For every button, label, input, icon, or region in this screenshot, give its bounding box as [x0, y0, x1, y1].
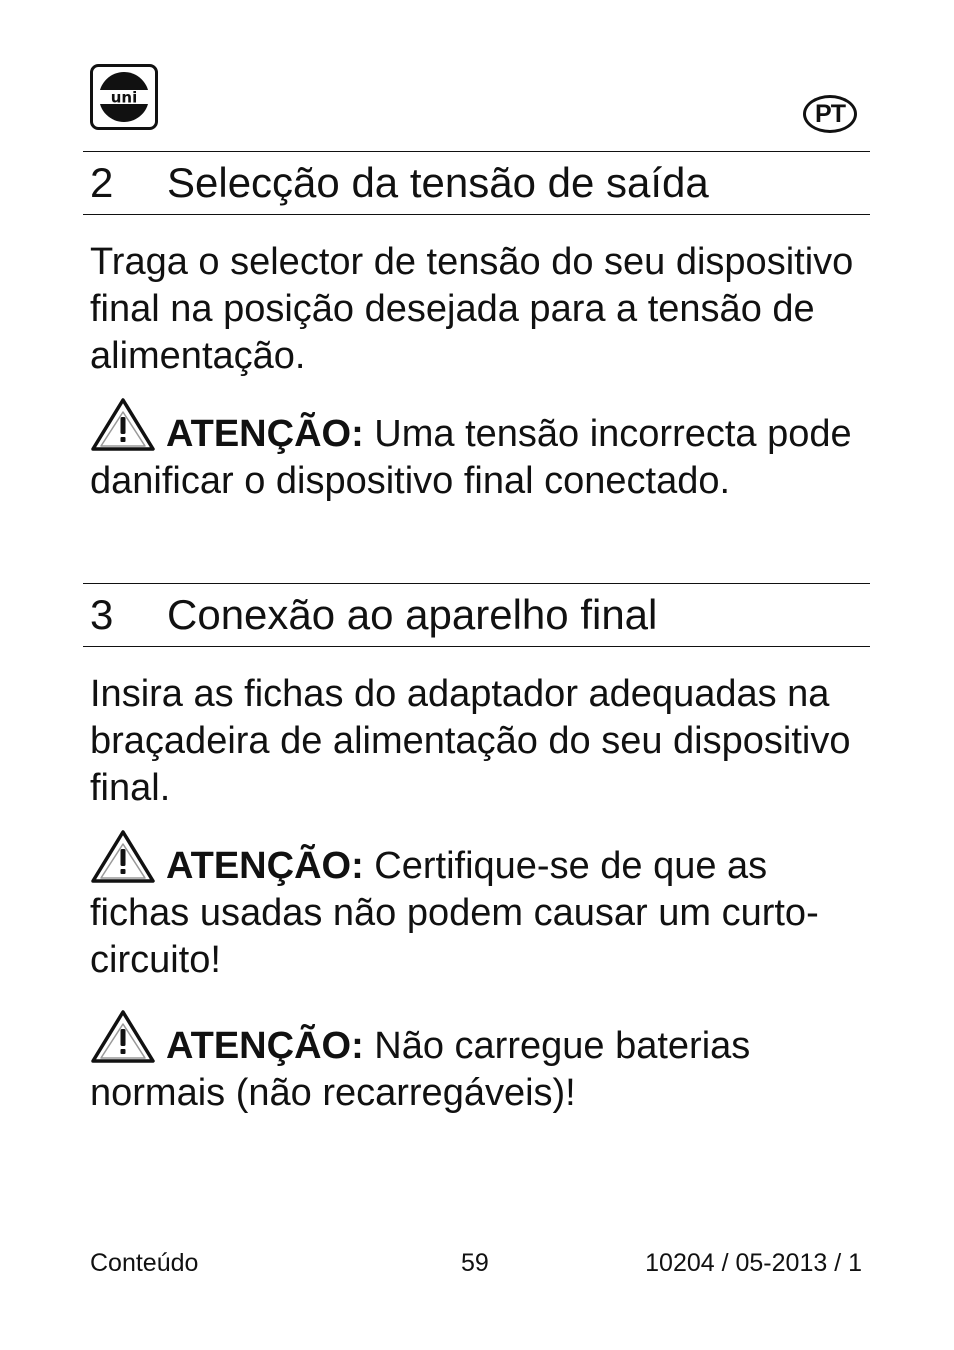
- warning-paragraph: [90, 1008, 865, 1117]
- section-2-body: Traga o selector de tensão do seu dispositivo final na posição desejada para a tensão de alimentação.: [90, 241, 854, 377]
- warning-paragraph: [90, 828, 865, 984]
- footer-page-number: 59: [461, 1249, 489, 1277]
- warning-paragraph: [90, 396, 865, 505]
- warning-triangle-icon: [90, 828, 156, 884]
- language-badge: [803, 95, 857, 133]
- section-title: Selecção da tensão de saída: [167, 159, 709, 206]
- section-heading-2: [83, 151, 870, 215]
- section-number: 2: [90, 159, 114, 206]
- warning-text: Certifique-se de que as fichas usadas não podem causar um curto-circuito!: [90, 845, 819, 981]
- warning-label: ATENÇÃO:: [166, 1025, 364, 1067]
- warning-triangle-icon: [90, 1008, 156, 1064]
- section-title: Conexão ao aparelho final: [167, 591, 658, 638]
- logo-text: uni: [110, 88, 138, 107]
- footer-document-id: 10204 / 05-2013 / 1: [645, 1249, 862, 1277]
- language-code: PT: [815, 99, 845, 128]
- section-3-body: Insira as fichas do adaptador adequadas na braçadeira de alimentação do seu dispositivo final.: [90, 673, 851, 809]
- warning-triangle-icon: [90, 396, 156, 452]
- warning-label: ATENÇÃO:: [166, 413, 364, 455]
- section-heading-3: [83, 583, 870, 647]
- footer-contents-link[interactable]: Conteúdo: [90, 1249, 199, 1277]
- uni-logo: [90, 64, 158, 130]
- section-number: 3: [90, 591, 114, 638]
- warning-text: Não carregue baterias normais (não recarregáveis)!: [90, 1025, 751, 1114]
- warning-label: ATENÇÃO:: [166, 845, 364, 887]
- warning-text: Uma tensão incorrecta pode danificar o dispositivo final conectado.: [90, 413, 852, 502]
